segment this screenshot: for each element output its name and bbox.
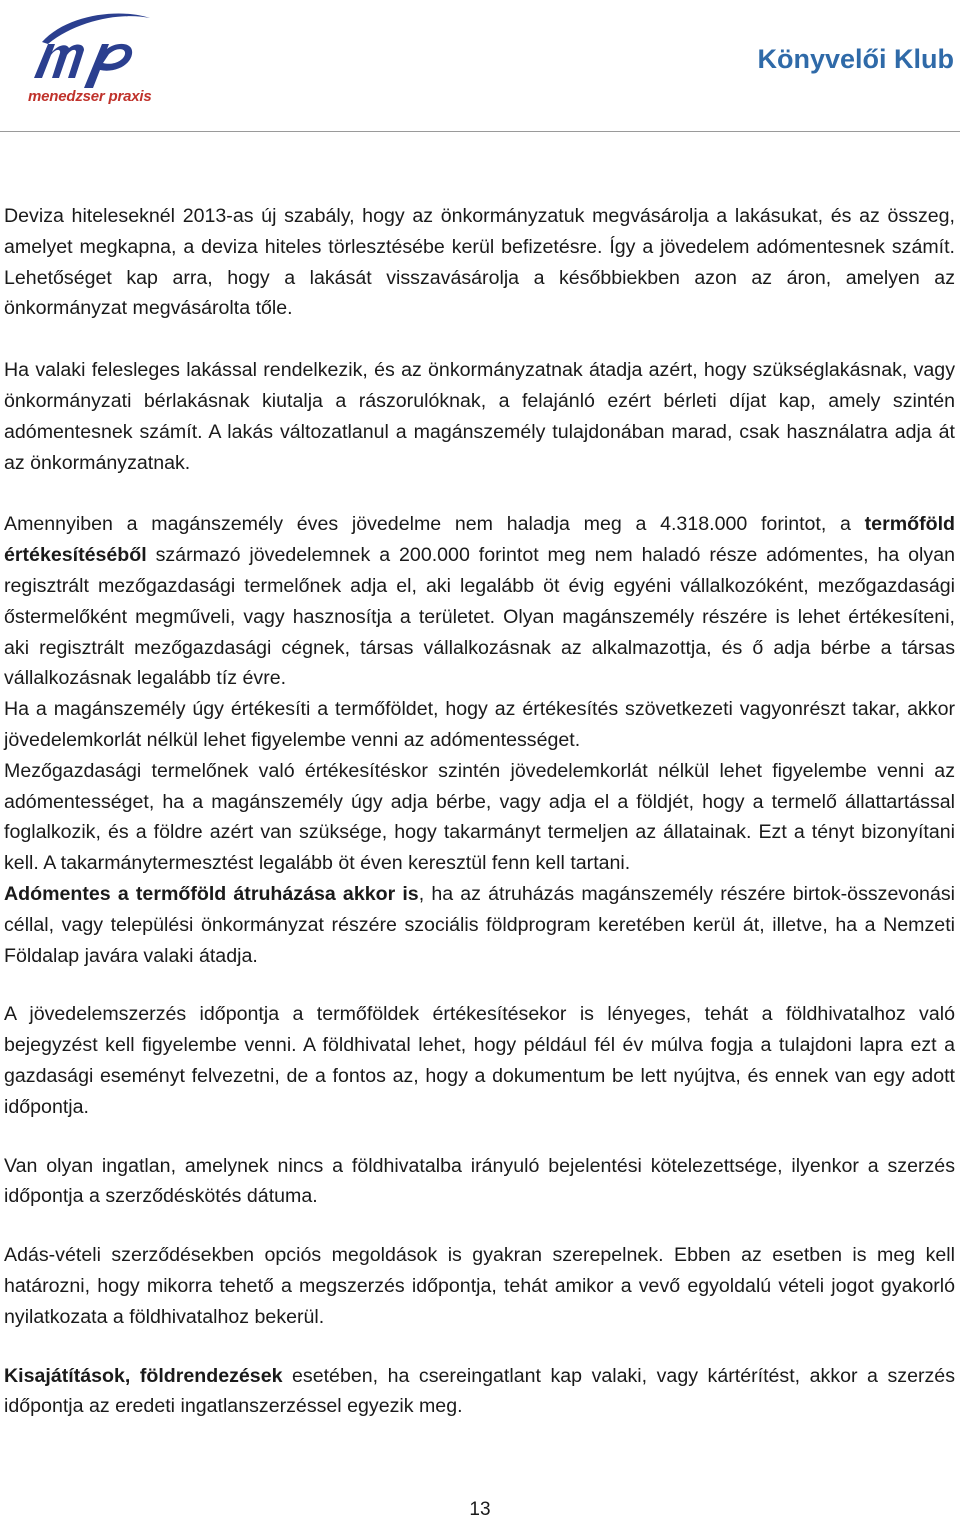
bold-term-termofold: termőföld értékesítéséből <box>4 513 955 567</box>
club-title: Könyvelői Klub <box>757 44 954 74</box>
text-run: származó jövedelemnek a 200.000 forintot meg nem haladó része adómentes, ha olyan regisztrált mezőgazdasági termelőnek adja el, aki legalább öt évig egyéni vállalkozóként, mezőgazdasági őstermelőként megműveli, vagy hasznosítja a területet. Olyan magánszemély részére is lehet értékesíteni, aki regisztrált mezőgazdasági cégnek, társas vállalkozásnak az alkalmazottja, és ő adja bérbe a társas vállalkozásnak legalább tíz évre. <box>4 544 955 690</box>
paragraph-deviza: Deviza hiteleseknél 2013-as új szabály, hogy az önkormányzatuk megvásárolja a lakásukat, és az összeg, amelyet megkapna, a deviza hiteles törlesztésébe kerül befizetésre. Így a jövedelem adómentesnek számít. Lehetőséget kap arra, hogy a lakását visszavásárolja a későbbiekben azon az áron, amelyen az önkormányzat megvásárolta tőle. <box>4 205 955 320</box>
text-run: Amennyiben a magánszemély éves jövedelme nem haladja meg a 4.318.000 forintot, a <box>4 513 865 536</box>
text-run: , ha az átruházás magánszemély részére birtok-összevonási céllal, vagy települési önkormányzat részére szociális földprogram keretében kerül át, illetve, ha a Nemzeti Földalap javára valaki átadja. <box>4 882 955 967</box>
bold-term-adomentes: Adómentes a termőföld átruházása akkor is <box>4 882 419 905</box>
paragraph-adomentes-atruhazas <box>4 879 955 971</box>
paragraph-opcios-megoldasok: Adás-vételi szerződésekben opciós megoldások is gyakran szerepelnek. Ebben az esetben is meg kell határozni, hogy mikorra tehető a megszerzés időpontja, tehát amikor a vevő egyoldalú vételi jogot gyakorló nyilatkozata a földhivatalhoz bekerül. <box>4 1244 955 1328</box>
menedzser-praxis-logo <box>22 8 162 108</box>
paragraph-felesleges-lakas: Ha valaki felesleges lakással rendelkezik, és az önkormányzatnak átadja azért, hogy szükséglakásnak, vagy önkormányzati bérlakásnak kiutalja a rászorulóknak, a felajánló ezért bérleti díjat kap, amely szintén adómentesnek számít. A lakás változatlanul a magánszemély tulajdonában marad, csak használatra adja át az önkormányzatnak. <box>4 359 955 474</box>
page-number: 13 <box>469 1499 491 1520</box>
paragraph-termofold-ertekesites <box>4 509 955 694</box>
mp-logo-mark-icon <box>22 8 162 88</box>
paragraph-ingatlan-bejelentes: Van olyan ingatlan, amelynek nincs a földhivatalba irányuló bejelentési kötelezettsége, ilyenkor a szerzés időpontja a szerződéskötés dátuma. <box>4 1154 955 1208</box>
paragraph-mezogazdasagi-termelo: Mezőgazdasági termelőnek való értékesítéskor szintén jövedelemkorlát nélkül lehet figyelembe venni az adómentességet, ha a magánszemély úgy adja bérbe, vagy adja el a földjét, hogy a termelő állattartással foglalkozik, és a földre azért van szüksége, hogy takarmányt termeljen az állatainak. Ezt a tényt bizonyítani kell. A takarmánytermesztést legalább öt éven keresztül fenn kell tartani. <box>4 759 955 875</box>
paragraph-kisajatitasok <box>4 1361 955 1423</box>
document-body <box>4 201 955 1422</box>
page-header <box>0 0 960 130</box>
bold-term-kisajatitasok: Kisajátítások, földrendezések <box>4 1364 283 1387</box>
text-run: esetében, ha csereingatlant kap valaki, vagy kártérítést, akkor a szerzés időpontja az eredeti ingatlanszerzéssel egyezik meg. <box>4 1364 955 1418</box>
paragraph-szovetkezeti: Ha a magánszemély úgy értékesíti a termőföldet, hogy az értékesítés szövetkezeti vagyonrészt takar, akkor jövedelemkorlát nélkül lehet figyelembe venni az adómentességet. <box>4 698 955 751</box>
paragraph-jovedelemszerzes-idopont: A jövedelemszerzés időpontja a termőföldek értékesítésekor is lényeges, tehát a földhivatalhoz való bejegyzést kell figyelembe venni. A földhivatal lehet, hogy például fél év múlva fogja a tulajdoni lapra ezt a gazdasági eseményt felvezetni, de a fontos az, hogy a dokumentum be lett nyújtva, és ennek van egy adott időpontja. <box>4 1003 955 1118</box>
header-divider <box>0 131 960 132</box>
logo-text: menedzser praxis <box>28 88 152 105</box>
